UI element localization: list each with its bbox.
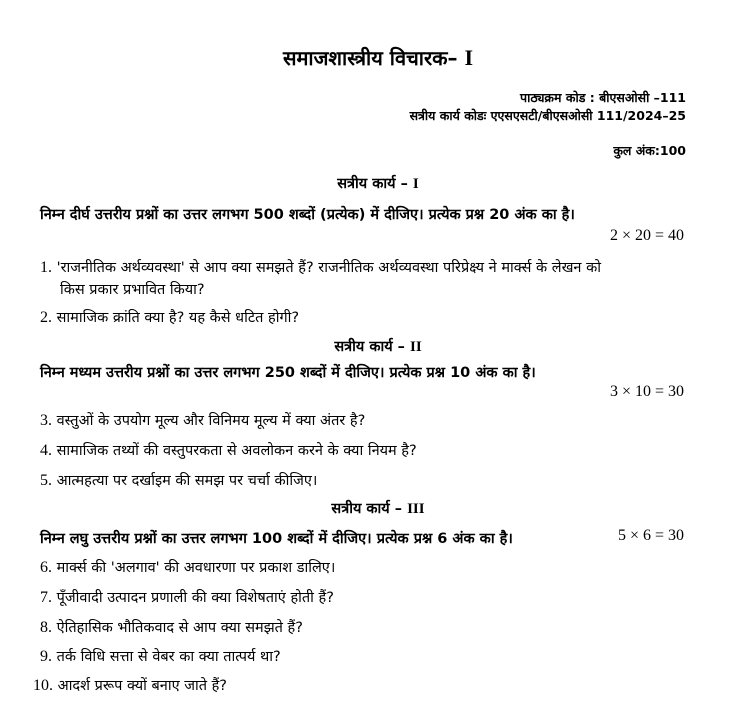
- question-number: 8.: [40, 619, 52, 636]
- question-2: [40, 307, 299, 327]
- question-number: 4.: [40, 442, 52, 459]
- section-heading-1: [0, 173, 756, 193]
- question-text: आत्महत्या पर दर्खाइम की समझ पर चर्चा कीजिए।: [56, 473, 318, 489]
- question-text: सामाजिक तथ्यों की वस्तुपरकता से अवलोकन करने के क्या नियम है?: [56, 443, 417, 459]
- question-number: 10.: [33, 677, 53, 694]
- title-roman: I: [464, 45, 474, 70]
- question-3: [40, 410, 365, 430]
- section-heading-roman: I: [412, 176, 419, 192]
- question-number: 2.: [40, 309, 52, 326]
- question-text: ऐतिहासिक भौतिकवाद से आप क्या समझते हैं?: [56, 620, 303, 636]
- section-marks-2: 3 × 10 = 30: [609, 383, 684, 400]
- question-text: सामाजिक क्रांति क्या है? यह कैसे धटित होगी?: [56, 310, 300, 326]
- question-text: तर्क विधि सत्ता से वेबर का क्या तात्पर्य था?: [56, 649, 281, 665]
- question-text: आदर्श प्ररूप क्यों बनाए जाते हैं?: [57, 678, 227, 694]
- question-6: [40, 557, 335, 577]
- question-4: [40, 440, 417, 460]
- question-number: 7.: [40, 589, 52, 606]
- question-10: [33, 675, 227, 695]
- question-text: पूँजीवादी उत्पादन प्रणाली की क्या विशेषताएं होती हैं?: [56, 590, 334, 606]
- section-heading-roman: II: [410, 339, 422, 355]
- question-text: वस्तुओं के उपयोग मूल्य और विनिमय मूल्य में क्या अंतर है?: [56, 413, 366, 429]
- title-text: समाजशास्त्रीय विचारक–: [282, 46, 458, 70]
- document-title: [0, 44, 756, 71]
- question-number: 6.: [40, 559, 52, 576]
- section-instruction-3: निम्न लघु उत्तरीय प्रश्नों का उत्तर लगभग 100 शब्दों में दीजिए। प्रत्येक प्रश्न 6 अंक का है।: [40, 531, 513, 547]
- section-marks-1: 2 × 20 = 40: [609, 227, 684, 244]
- course-code: पाठ्यक्रम कोड : बीएसओसी –111: [519, 90, 686, 105]
- question-8: [40, 617, 303, 637]
- question-text: 'राजनीतिक अर्थव्यवस्था' से आप क्या समझते हैं? राजनीतिक अर्थव्यवस्था परिप्रेक्ष्य ने मार्क्स के लेखन को: [56, 260, 601, 276]
- section-heading-text: सत्रीय कार्य –: [331, 501, 403, 517]
- total-marks: कुल अंक:100: [613, 143, 686, 158]
- question-1: [40, 257, 601, 277]
- section-heading-2: [0, 336, 756, 356]
- assignment-code: सत्रीय कार्य कोडः एएसएसटी/बीएसओसी 111/2024–25: [409, 108, 686, 123]
- question-number: 9.: [40, 648, 52, 665]
- question-5: [40, 470, 317, 490]
- question-number: 3.: [40, 412, 52, 429]
- question-number: 5.: [40, 472, 52, 489]
- section-instruction-1: निम्न दीर्घ उत्तरीय प्रश्नों का उत्तर लगभग 500 शब्दों (प्रत्येक) में दीजिए। प्रत्येक प्रश्न 20 अंक का है।: [40, 207, 575, 223]
- section-heading-roman: III: [407, 501, 425, 517]
- question-number: 1.: [40, 259, 52, 276]
- question-9: [40, 646, 281, 666]
- question-7: [40, 587, 334, 607]
- section-heading-text: सत्रीय कार्य –: [337, 176, 408, 192]
- section-instruction-2: निम्न मध्यम उत्तरीय प्रश्नों का उत्तर लगभग 250 शब्दों में दीजिए। प्रत्येक प्रश्न 10 अंक का है।: [40, 365, 536, 381]
- section-heading-text: सत्रीय कार्य –: [334, 339, 405, 355]
- section-heading-3: [0, 498, 756, 518]
- section-marks-3: 5 × 6 = 30: [617, 527, 684, 544]
- question-1-continued: किस प्रकार प्रभावित किया?: [60, 282, 205, 298]
- question-text: मार्क्स की 'अलगाव' की अवधारणा पर प्रकाश डालिए।: [56, 560, 336, 576]
